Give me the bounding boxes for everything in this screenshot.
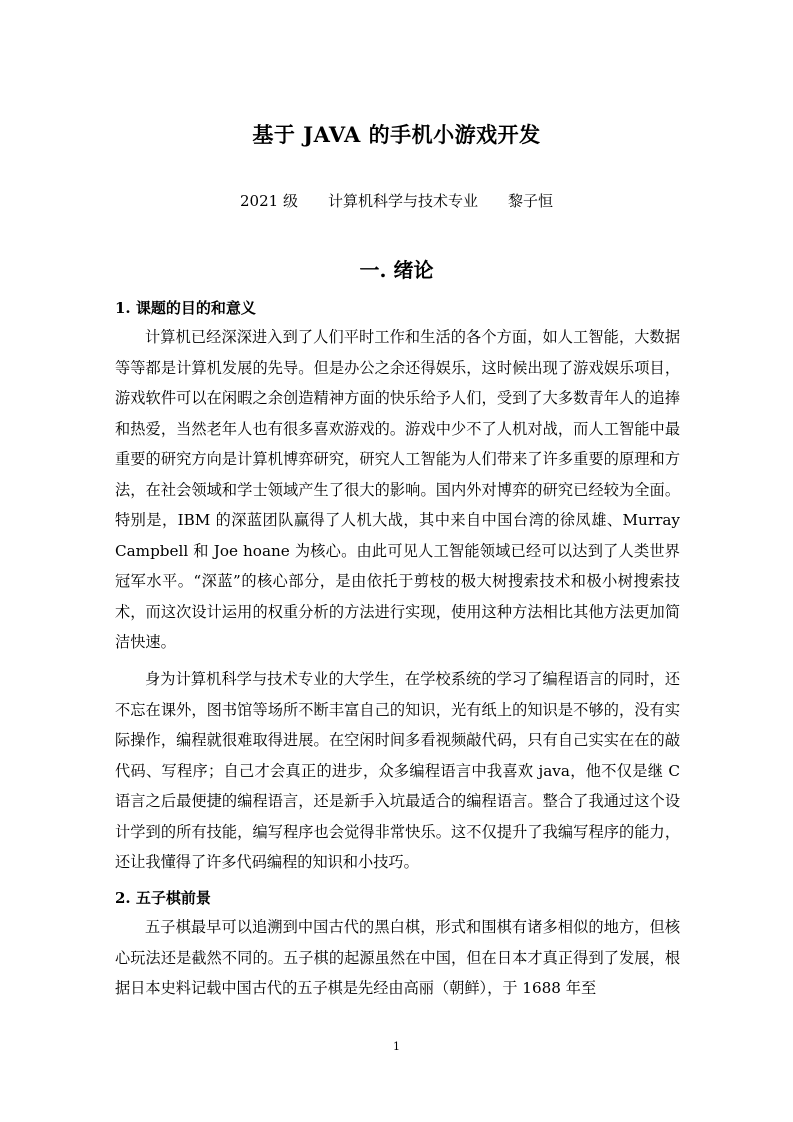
author-byline bbox=[0, 190, 793, 212]
section-heading-gomoku: 2. 五子棋前景 bbox=[115, 889, 211, 907]
byline-major: 计算机科学与技术专业 bbox=[327, 192, 478, 210]
byline-author: 黎子恒 bbox=[507, 192, 553, 210]
section-heading-purpose: 1. 课题的目的和意义 bbox=[115, 299, 256, 317]
chapter-heading: 一. 绪论 bbox=[359, 258, 434, 282]
paragraph-purpose-1: 计算机已经深深进入到了人们平时工作和生活的各个方面，如人工智能，大数据等等都是计算机发展的先导。但是办公之余还得娱乐，这时候出现了游戏娱乐项目，游戏软件可以在闲暇之余创造精神方面的快乐给予人们，受到了大多数青年人的追捧和热爱，当然老年人也有很多喜欢游戏的。游戏中少不了人机对战，而人工智能中最重要的研究方向是计算机博弈研究，研究人工智能为人们带来了许多重要的原理和方法，在社会领域和学士领域产生了很大的影响。国内外对博弈的研究已经较为全面。特别是，IBM 的深蓝团队赢得了人机大战，其中来自中国台湾的徐凤雄、Murray Campbell 和 Joe hoane 为核心。由此可见人工智能领域已经可以达到了人类世界冠军水平。“深蓝”的核心部分，是由依托于剪枝的极大树搜索技术和极小树搜索技术，而这次设计运用的权重分析的方法进行实现，使用这种方法相比其他方法更加简洁快速。 bbox=[115, 328, 680, 651]
byline-grade: 2021 级 bbox=[240, 192, 298, 210]
paragraph-purpose-2: 身为计算机科学与技术专业的大学生，在学校系统的学习了编程语言的同时，还不忘在课外，图书馆等场所不断丰富自己的知识，光有纸上的知识是不够的，没有实际操作，编程就很难取得进展。在空闲时间多看视频敲代码，只有自己实实在在的敲代码、写程序；自己才会真正的进步，众多编程语言中我喜欢 java，他不仅是继 C 语言之后最便捷的编程语言，还是新手入坑最适合的编程语言。整合了我通过这个设计学到的所有技能，编写程序也会觉得非常快乐。这不仅提升了我编写程序的能力，还让我懂得了许多代码编程的知识和小技巧。 bbox=[115, 670, 680, 871]
page-number: 1 bbox=[393, 1040, 400, 1053]
document-title: 基于 JAVA 的手机小游戏开发 bbox=[252, 122, 541, 147]
paragraph-gomoku-1: 五子棋最早可以追溯到中国古代的黑白棋，形式和围棋有诸多相似的地方，但核心玩法还是截然不同的。五子棋的起源虽然在中国，但在日本才真正得到了发展，根据日本史料记载中国古代的五子棋是先经由高丽（朝鲜），于 1688 年至 bbox=[115, 918, 680, 997]
